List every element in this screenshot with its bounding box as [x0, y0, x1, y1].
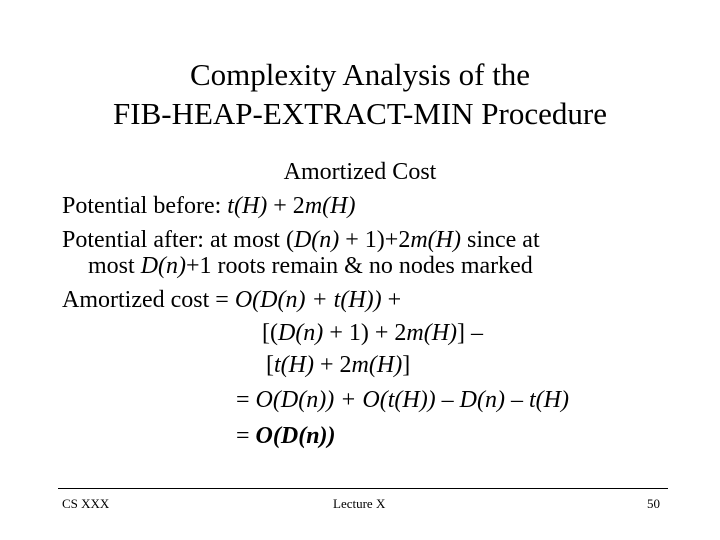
- text-run: + 2: [313, 352, 352, 378]
- footer-divider: [58, 488, 668, 489]
- text-run: [(: [262, 320, 278, 346]
- potential-before-label: Potential before:: [62, 193, 228, 219]
- text-run: Potential after: at most (: [62, 227, 294, 253]
- text-run: m(H): [410, 227, 461, 253]
- footer-course: CS XXX: [62, 496, 110, 511]
- text-run: since at: [460, 227, 540, 253]
- text-run: m(H): [304, 193, 356, 219]
- potential-after-line-2: [88, 251, 533, 281]
- footer-lecture: Lecture X: [333, 496, 386, 511]
- text-run: m(H): [351, 352, 403, 378]
- text-run: O(D(n) + t(H)): [234, 287, 382, 313]
- text-run: D(n): [277, 320, 324, 346]
- text-run: t(H): [274, 352, 314, 378]
- amortized-cost-line-4: [236, 385, 569, 415]
- text-run: O(D(n)) + O(t(H)) – D(n) – t(H): [255, 387, 569, 413]
- text-run: +1 roots remain & no nodes marked: [186, 253, 533, 279]
- amortized-cost-line-3: [266, 350, 410, 380]
- potential-before-expr: [227, 193, 355, 219]
- text-run: ] –: [457, 320, 484, 346]
- amortized-cost-line-2: [262, 318, 483, 348]
- slide-title-line-1: Complexity Analysis of the: [189, 57, 531, 92]
- page-number: 50: [647, 496, 660, 511]
- amortized-cost-result: [236, 421, 336, 451]
- slide-title-line-2: FIB-HEAP-EXTRACT-MIN Procedure: [113, 96, 607, 131]
- section-subtitle: Amortized Cost: [283, 159, 437, 185]
- text-run: m(H): [406, 320, 458, 346]
- text-run: [: [266, 352, 274, 378]
- text-run: + 2: [267, 193, 305, 219]
- text-run: D(n): [140, 253, 187, 279]
- text-run: + 1)+2: [339, 227, 411, 253]
- text-run: ]: [402, 352, 411, 378]
- text-run: t(H): [227, 193, 268, 219]
- text-run: + 1) + 2: [323, 320, 407, 346]
- text-run: Amortized cost =: [62, 287, 235, 313]
- text-run: +: [381, 287, 402, 313]
- text-run: most: [88, 253, 141, 279]
- text-run: O(D(n)): [255, 423, 336, 449]
- potential-before-line: [62, 191, 355, 221]
- amortized-cost-line-1: [62, 285, 401, 315]
- text-run: D(n): [293, 227, 340, 253]
- text-run: =: [236, 423, 256, 449]
- text-run: =: [236, 387, 256, 413]
